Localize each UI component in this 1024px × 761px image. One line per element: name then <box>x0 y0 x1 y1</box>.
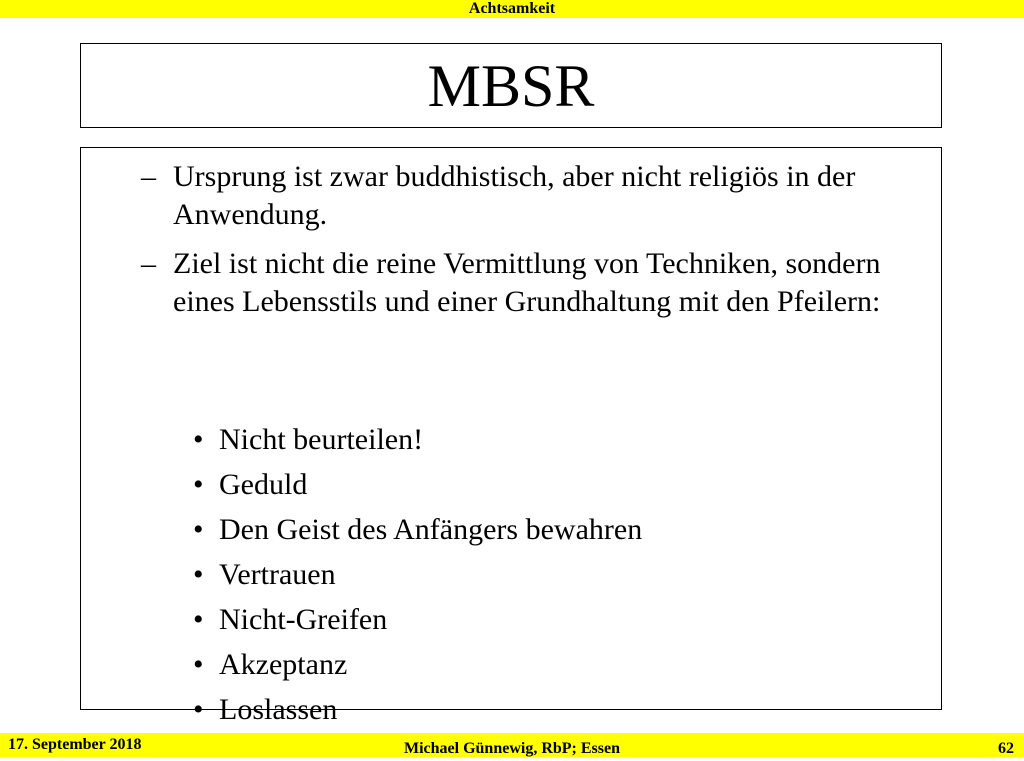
bullet-icon: • <box>193 603 204 636</box>
list-item-text: Geduld <box>219 468 308 501</box>
slide-content-box <box>80 147 942 726</box>
footer-bar <box>0 733 1024 757</box>
list-item <box>193 422 423 458</box>
bullet-icon: • <box>193 513 204 546</box>
slide-title: MBSR <box>427 53 595 119</box>
dash-point <box>141 158 941 234</box>
list-item-text: Loslassen <box>219 693 338 726</box>
dash-point-text: Ziel ist nicht die reine Vermittlung von Techniken, sondern eines Lebensstils und einer Grundhaltung mit den Pfeilern: <box>173 247 881 318</box>
list-item-text: Akzeptanz <box>219 648 348 681</box>
footer-author: Michael Günnewig, RbP; Essen <box>403 740 620 757</box>
list-item <box>193 512 642 548</box>
list-item-text: Vertrauen <box>219 558 336 591</box>
list-item <box>193 692 337 728</box>
header-title: Achtsamkeit <box>468 0 556 17</box>
list-item-text: Den Geist des Anfängers bewahren <box>219 513 643 546</box>
header-bar <box>0 0 1024 18</box>
footer-date: 17. September 2018 <box>8 736 142 753</box>
page-number: 62 <box>998 740 1014 757</box>
list-item-text: Nicht-Greifen <box>219 603 388 636</box>
dash-point-text: Ursprung ist zwar buddhistisch, aber nicht religiös in der Anwendung. <box>173 160 856 231</box>
list-item <box>193 557 336 593</box>
dash-point <box>141 245 941 321</box>
list-item <box>193 467 307 503</box>
list-item <box>193 602 387 638</box>
list-item-text: Nicht beurteilen! <box>219 423 424 456</box>
bullet-icon: • <box>193 423 204 456</box>
bullet-icon: • <box>193 558 204 591</box>
bullet-icon: • <box>193 693 204 726</box>
bullet-icon: • <box>193 468 204 501</box>
dash-symbol: – <box>141 160 156 193</box>
dash-symbol: – <box>141 247 156 280</box>
list-item <box>193 647 347 683</box>
slide-title-box <box>80 43 942 128</box>
bullet-icon: • <box>193 648 204 681</box>
